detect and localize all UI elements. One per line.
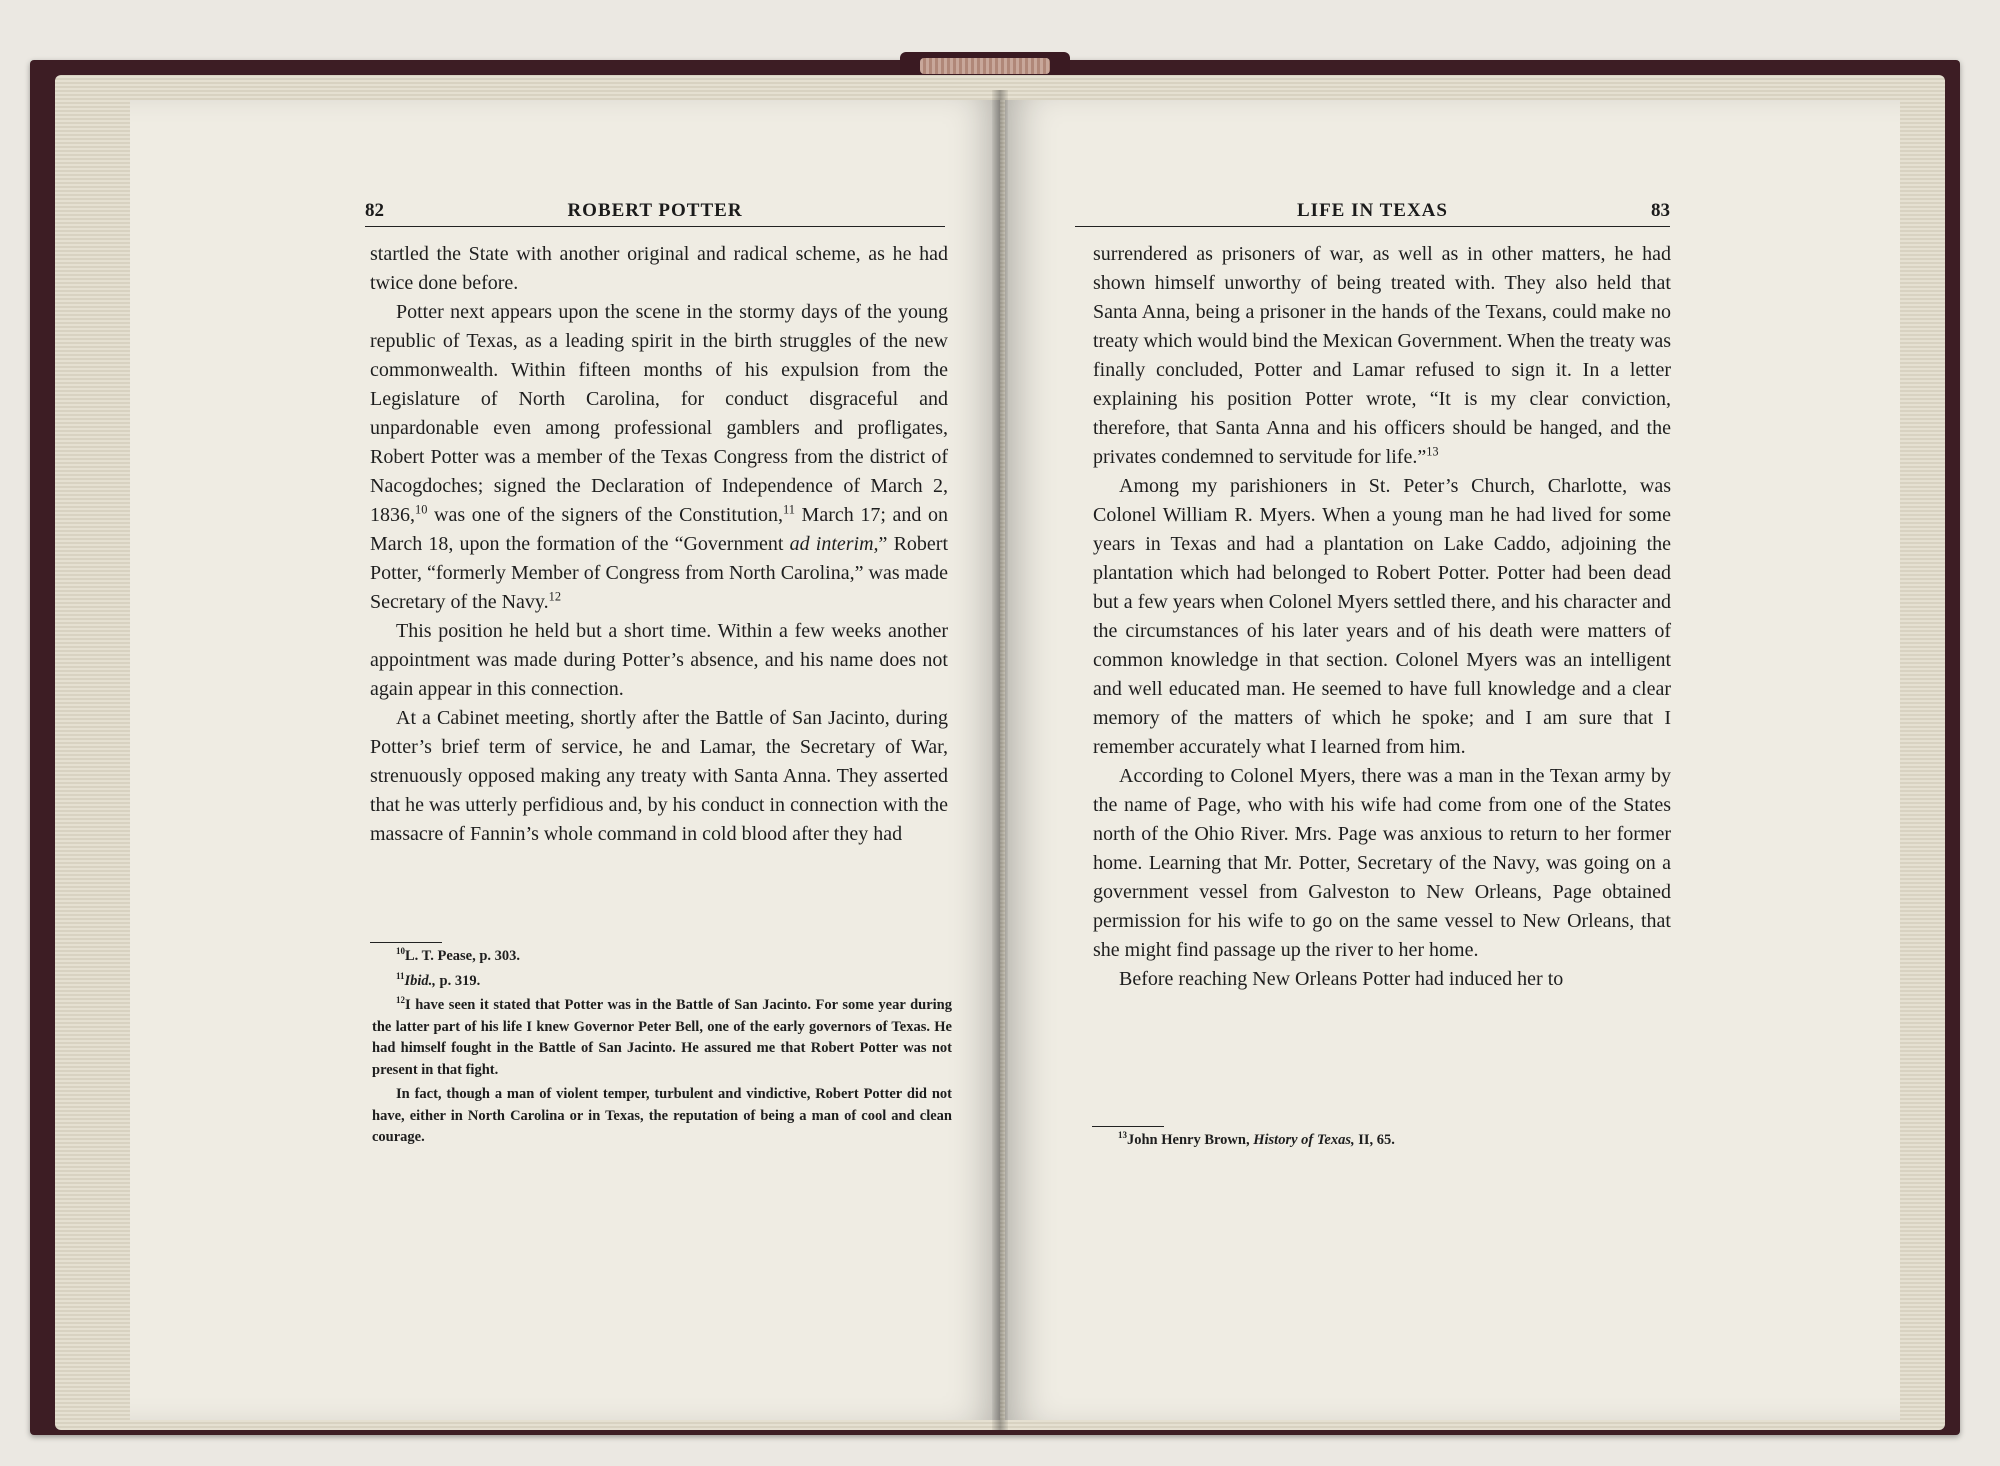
- text-run: ” Robert Potter, “formerly Member of Congress from North Carolina,” was made Secretary of the Navy.: [370, 533, 949, 613]
- footnote: In fact, though a man of violent temper, turbulent and vindictive, Robert Potter did not have, either in North Carolina or in Texas, the reputation of being a man of cool and clean courage.: [372, 1086, 952, 1145]
- footnote-text: I have seen it stated that Potter was in the Battle of San Jacinto. For some year during the latter part of his life I knew Governor Peter Bell, one of the early governors of Texas. He had himself fought in the Battle of San Jacinto. He assured me that Robert Potter was not present in that fight.: [372, 997, 952, 1078]
- book-gutter: [992, 90, 1008, 1430]
- right-running-header: [1075, 200, 1670, 227]
- footnote-mark: 12: [396, 995, 405, 1006]
- text-run: March 17; and on March 18, upon the formation of the “Government: [370, 504, 949, 555]
- left-body-text: [370, 240, 948, 849]
- left-footnotes: [372, 946, 952, 1152]
- footnote-text-italic: History of Texas,: [1253, 1132, 1355, 1148]
- footnote-rule: [1092, 1126, 1164, 1127]
- paragraph: At a Cabinet meeting, shortly after the Battle of San Jacinto, during Potter’s brief term of service, he and Lamar, the Secretary of War, strenuously opposed making any treaty with Santa Anna. They asserted that he was utterly perfidious and, by his conduct in connection with the massacre of Fannin’s whole command in cold blood after they had: [370, 707, 948, 845]
- paragraph: [370, 298, 948, 617]
- footnote-mark: 11: [396, 970, 405, 981]
- footnote-text: p. 319.: [435, 972, 481, 989]
- text-run: Potter next appears upon the scene in the stormy days of the young republic of Texas, as a leading spirit in the birth struggles of the new commonwealth. Within fifteen months of his expulsion from the Legislature of North Carolina, for conduct disgraceful and unpardonable even among professional gamblers and profligates, Robert Potter was a member of the Texas Congress from the district of Nacogdoches; signed the Declaration of Independence of March 2, 1836,: [370, 301, 948, 526]
- headband: [920, 58, 1050, 74]
- right-running-head-title: LIFE IN TEXAS: [1297, 200, 1448, 221]
- footnote: [372, 971, 952, 993]
- text-run: surrendered as prisoners of war, as well as in other matters, he had shown himself unworthy of being treated with. They also held that Santa Anna, being a prisoner in the hands of the Texans, could make no treaty which would bind the Mexican Government. When the treaty was finally concluded, Potter and Lamar refused to sign it. In a letter explaining his position Potter wrote, “It is my clear conviction, therefore, that Santa Anna and his officers should be hanged, and the privates condemned to servitude for life.”: [1093, 243, 1671, 468]
- note-ref: 13: [1426, 444, 1439, 459]
- text-run-italic: ad interim,: [789, 533, 879, 555]
- left-running-head-title: ROBERT POTTER: [567, 200, 743, 221]
- footnote-text: II, 65.: [1354, 1132, 1395, 1148]
- note-ref: 11: [783, 502, 795, 517]
- text-run: was one of the signers of the Constitution,: [434, 504, 783, 526]
- paragraph: startled the State with another original and radical scheme, as he had twice done before.: [370, 243, 948, 294]
- footnote-rule: [370, 942, 442, 943]
- right-body-text: [1093, 240, 1671, 994]
- right-footnotes: [1094, 1130, 1674, 1155]
- paragraph: [1093, 240, 1671, 472]
- paragraph: According to Colonel Myers, there was a man in the Texan army by the name of Page, who with his wife had come from one of the States north of the Ohio River. Mrs. Page was anxious to return to her former home. Learning that Mr. Potter, Secretary of the Navy, was going on a government vessel from Galveston to New Orleans, Page obtained permission for his wife to go on the same vessel to New Orleans, that she might find passage up the river to her home.: [1093, 765, 1671, 961]
- footnote: [372, 946, 952, 968]
- note-ref: 10: [415, 502, 428, 517]
- footnote-mark: 13: [1118, 1130, 1127, 1141]
- left-page-number: 82: [365, 200, 384, 221]
- right-page-number: 83: [1651, 200, 1670, 221]
- footnote: [372, 995, 952, 1081]
- footnote-text: John Henry Brown,: [1126, 1132, 1254, 1148]
- footnote-text: L. T. Pease, p. 303.: [404, 948, 521, 964]
- paragraph: Among my parishioners in St. Peter’s Church, Charlotte, was Colonel William R. Myers. When a young man he had lived for some years in Texas and had a plantation on Lake Caddo, adjoining the plantation which had belonged to Robert Potter. Potter had been dead but a few years when Colonel Myers settled there, and his character and the circumstances of his later years and of his death were matters of common knowledge in that section. Colonel Myers was an intelligent and well educated man. He seemed to have full knowledge and a clear memory of the matters of which he spoke; and I am sure that I remember accurately what I learned from him.: [1093, 475, 1671, 758]
- paragraph: Before reaching New Orleans Potter had induced her to: [1119, 968, 1564, 990]
- note-ref: 12: [548, 589, 562, 604]
- footnote-text-italic: Ibid.,: [404, 972, 436, 989]
- footnote-mark: 10: [396, 946, 405, 957]
- left-running-header: [365, 200, 945, 227]
- paragraph: This position he held but a short time. Within a few weeks another appointment was made during Potter’s absence, and his name does not again appear in this connection.: [370, 620, 948, 700]
- footnote: [1094, 1130, 1674, 1152]
